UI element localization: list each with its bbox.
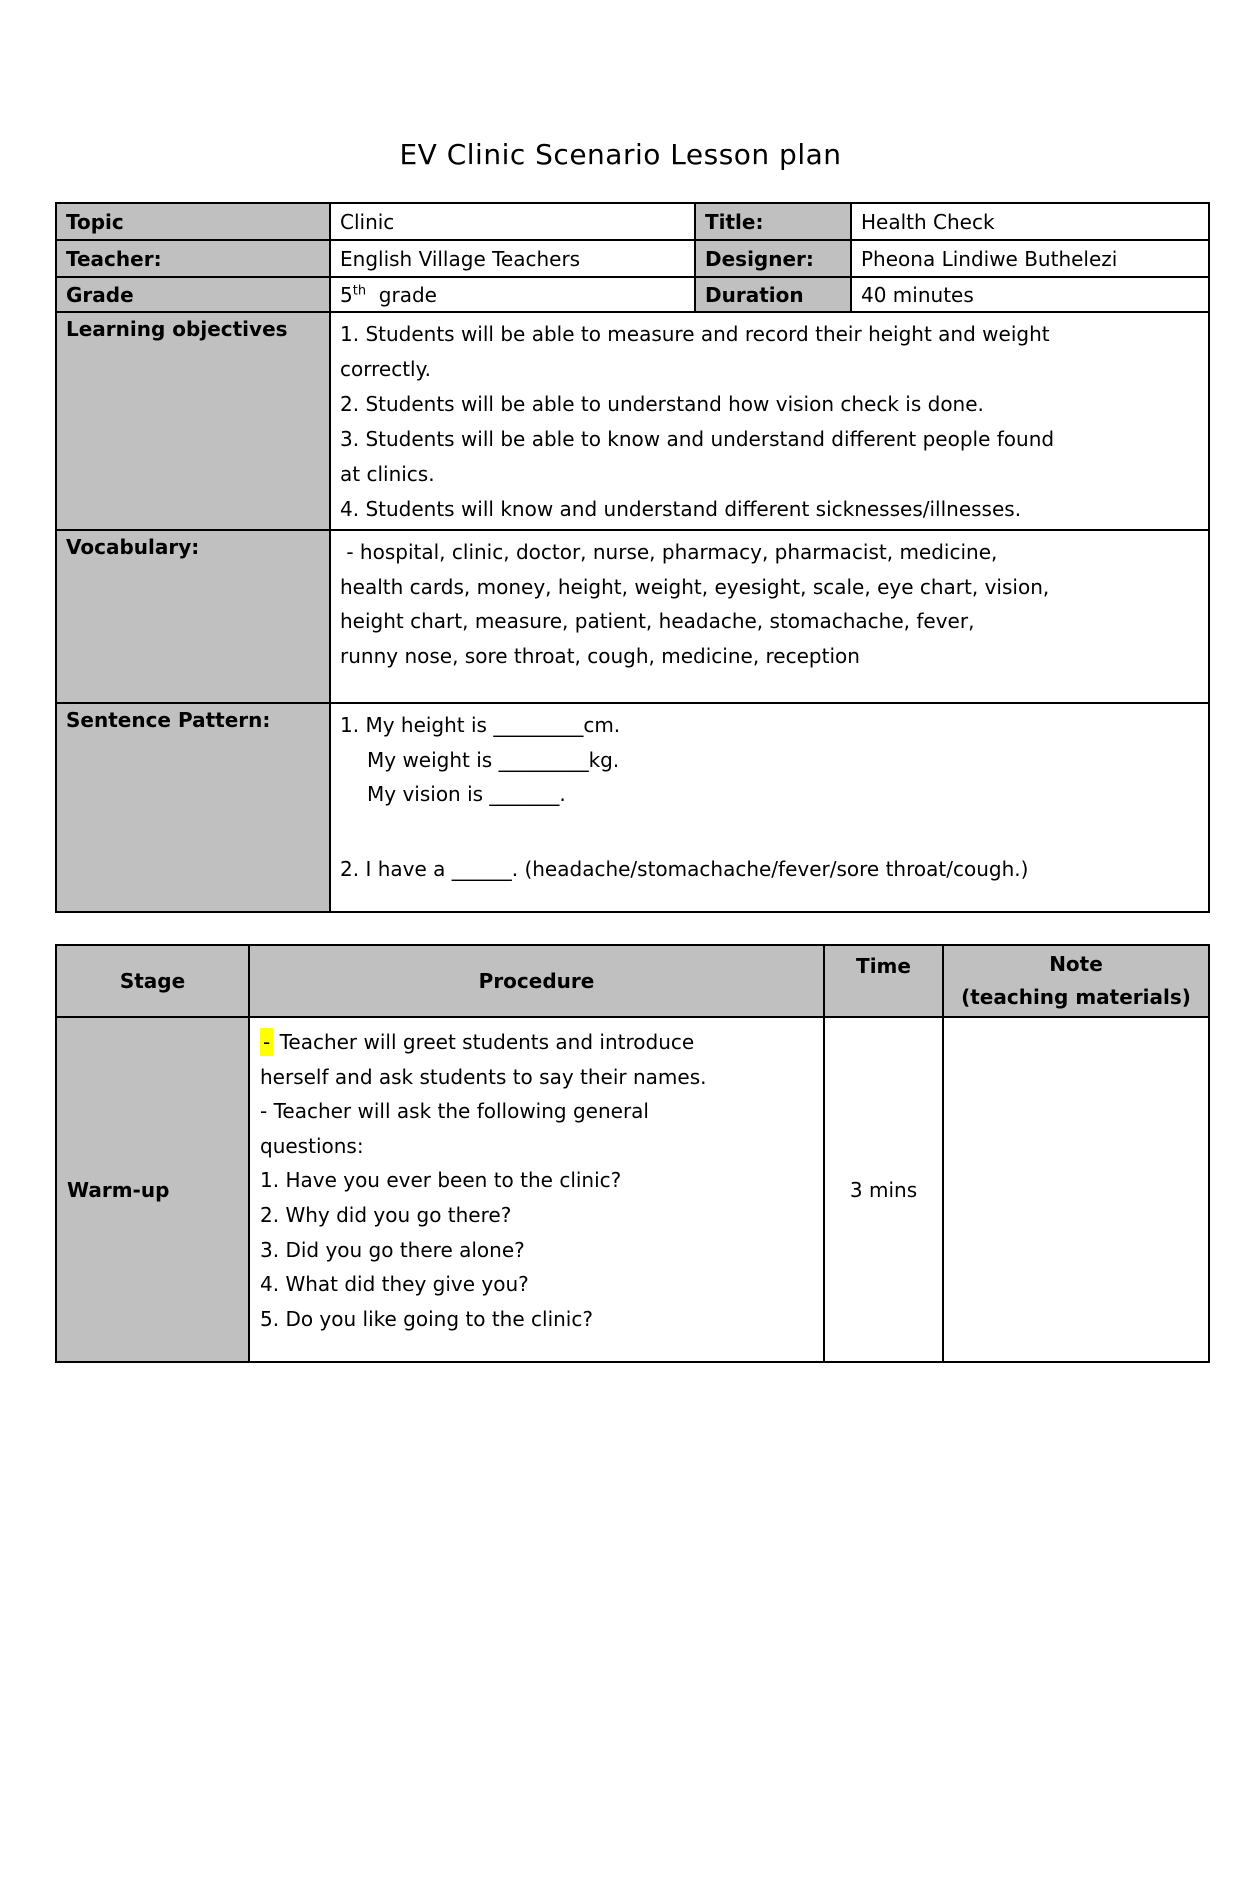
vocabulary-line: health cards, money, height, weight, eyesight, scale, eye chart, vision, bbox=[340, 574, 1050, 599]
procedure-line: 2. Why did you go there? bbox=[260, 1202, 512, 1227]
learning-objectives-label: Learning objectives bbox=[56, 312, 330, 530]
procedure-line: 3. Did you go there alone? bbox=[260, 1237, 525, 1262]
note-header-line: Note bbox=[1049, 952, 1103, 976]
vocabulary-line: - hospital, clinic, doctor, nurse, pharmacy, pharmacist, medicine, bbox=[340, 540, 998, 564]
sentence-pattern-value bbox=[330, 703, 1209, 912]
warm-up-procedure-cell bbox=[249, 1017, 824, 1362]
objective-line: 2. Students will be able to understand how vision check is done. bbox=[340, 392, 984, 416]
warm-up-stage-cell: Warm-up bbox=[56, 1017, 249, 1362]
designer-label: Designer: bbox=[695, 240, 851, 277]
sentence-pattern-line: 2. I have a ______. (headache/stomachache/fever/sore throat/cough.) bbox=[340, 856, 1029, 881]
title-value: Health Check bbox=[851, 203, 1209, 240]
vocabulary-line: height chart, measure, patient, headache, stomachache, fever, bbox=[340, 609, 975, 634]
table-row bbox=[56, 530, 1209, 703]
procedure-header: Procedure bbox=[249, 945, 824, 1017]
teacher-value: English Village Teachers bbox=[330, 240, 695, 277]
note-header bbox=[943, 945, 1209, 1017]
topic-label: Topic bbox=[56, 203, 330, 240]
procedure-table bbox=[55, 944, 1210, 1363]
table-row bbox=[56, 240, 1209, 277]
table-row bbox=[56, 312, 1209, 530]
procedure-line: 5. Do you like going to the clinic? bbox=[260, 1306, 593, 1331]
teacher-label: Teacher: bbox=[56, 240, 330, 277]
table-row bbox=[56, 703, 1209, 912]
sentence-pattern-line: 1. My height is _________cm. bbox=[340, 713, 621, 737]
topic-value: Clinic bbox=[330, 203, 695, 240]
sentence-pattern-line: My weight is _________kg. bbox=[367, 747, 620, 772]
document-body bbox=[55, 202, 1208, 1363]
duration-label: Duration bbox=[695, 277, 851, 312]
note-header-line: (teaching materials) bbox=[961, 985, 1191, 1009]
objective-line: at clinics. bbox=[340, 462, 435, 486]
procedure-line: 1. Have you ever been to the clinic? bbox=[260, 1168, 622, 1193]
objective-line: 4. Students will know and understand different sicknesses/illnesses. bbox=[340, 497, 1022, 521]
vocabulary-value bbox=[330, 530, 1209, 703]
page-title: EV Clinic Scenario Lesson plan bbox=[399, 138, 842, 171]
vocabulary-line: runny nose, sore throat, cough, medicine, reception bbox=[340, 643, 860, 668]
grade-ordinal-suffix: th bbox=[352, 282, 367, 298]
learning-objectives-value bbox=[330, 312, 1209, 530]
designer-value: Pheona Lindiwe Buthelezi bbox=[851, 240, 1209, 277]
duration-value: 40 minutes bbox=[851, 277, 1209, 312]
warm-up-note-cell bbox=[943, 1017, 1209, 1362]
grade-value bbox=[330, 277, 695, 312]
warm-up-time-cell: 3 mins bbox=[824, 1017, 943, 1362]
procedure-line: - Teacher will ask the following general bbox=[260, 1099, 649, 1124]
sentence-pattern-label: Sentence Pattern: bbox=[56, 703, 330, 912]
title-label: Title: bbox=[695, 203, 851, 240]
procedure-line: questions: bbox=[260, 1133, 364, 1158]
warm-up-row bbox=[56, 1017, 1209, 1362]
objective-line: 1. Students will be able to measure and record their height and weight bbox=[340, 322, 1050, 346]
objective-line: 3. Students will be able to know and understand different people found bbox=[340, 427, 1055, 451]
procedure-line: 4. What did they give you? bbox=[260, 1272, 529, 1297]
grade-label: Grade bbox=[56, 277, 330, 312]
grade-number: 5 bbox=[340, 282, 353, 307]
table-row bbox=[56, 277, 1209, 312]
vocabulary-label: Vocabulary: bbox=[56, 530, 330, 703]
grade-word: grade bbox=[366, 282, 437, 307]
highlighted-dash: - bbox=[260, 1028, 273, 1056]
procedure-line bbox=[260, 1025, 814, 1060]
procedure-line-text: Teacher will greet students and introduce bbox=[273, 1030, 695, 1054]
table-row bbox=[56, 203, 1209, 240]
sentence-pattern-line: My vision is _______. bbox=[367, 782, 566, 807]
stage-header: Stage bbox=[56, 945, 249, 1017]
procedure-line: herself and ask students to say their names. bbox=[260, 1064, 707, 1089]
time-header: Time bbox=[824, 945, 943, 1017]
procedure-table-header-row bbox=[56, 945, 1209, 1017]
lesson-info-table bbox=[55, 202, 1210, 913]
objective-line: correctly. bbox=[340, 357, 431, 381]
blank-line bbox=[340, 812, 1199, 852]
